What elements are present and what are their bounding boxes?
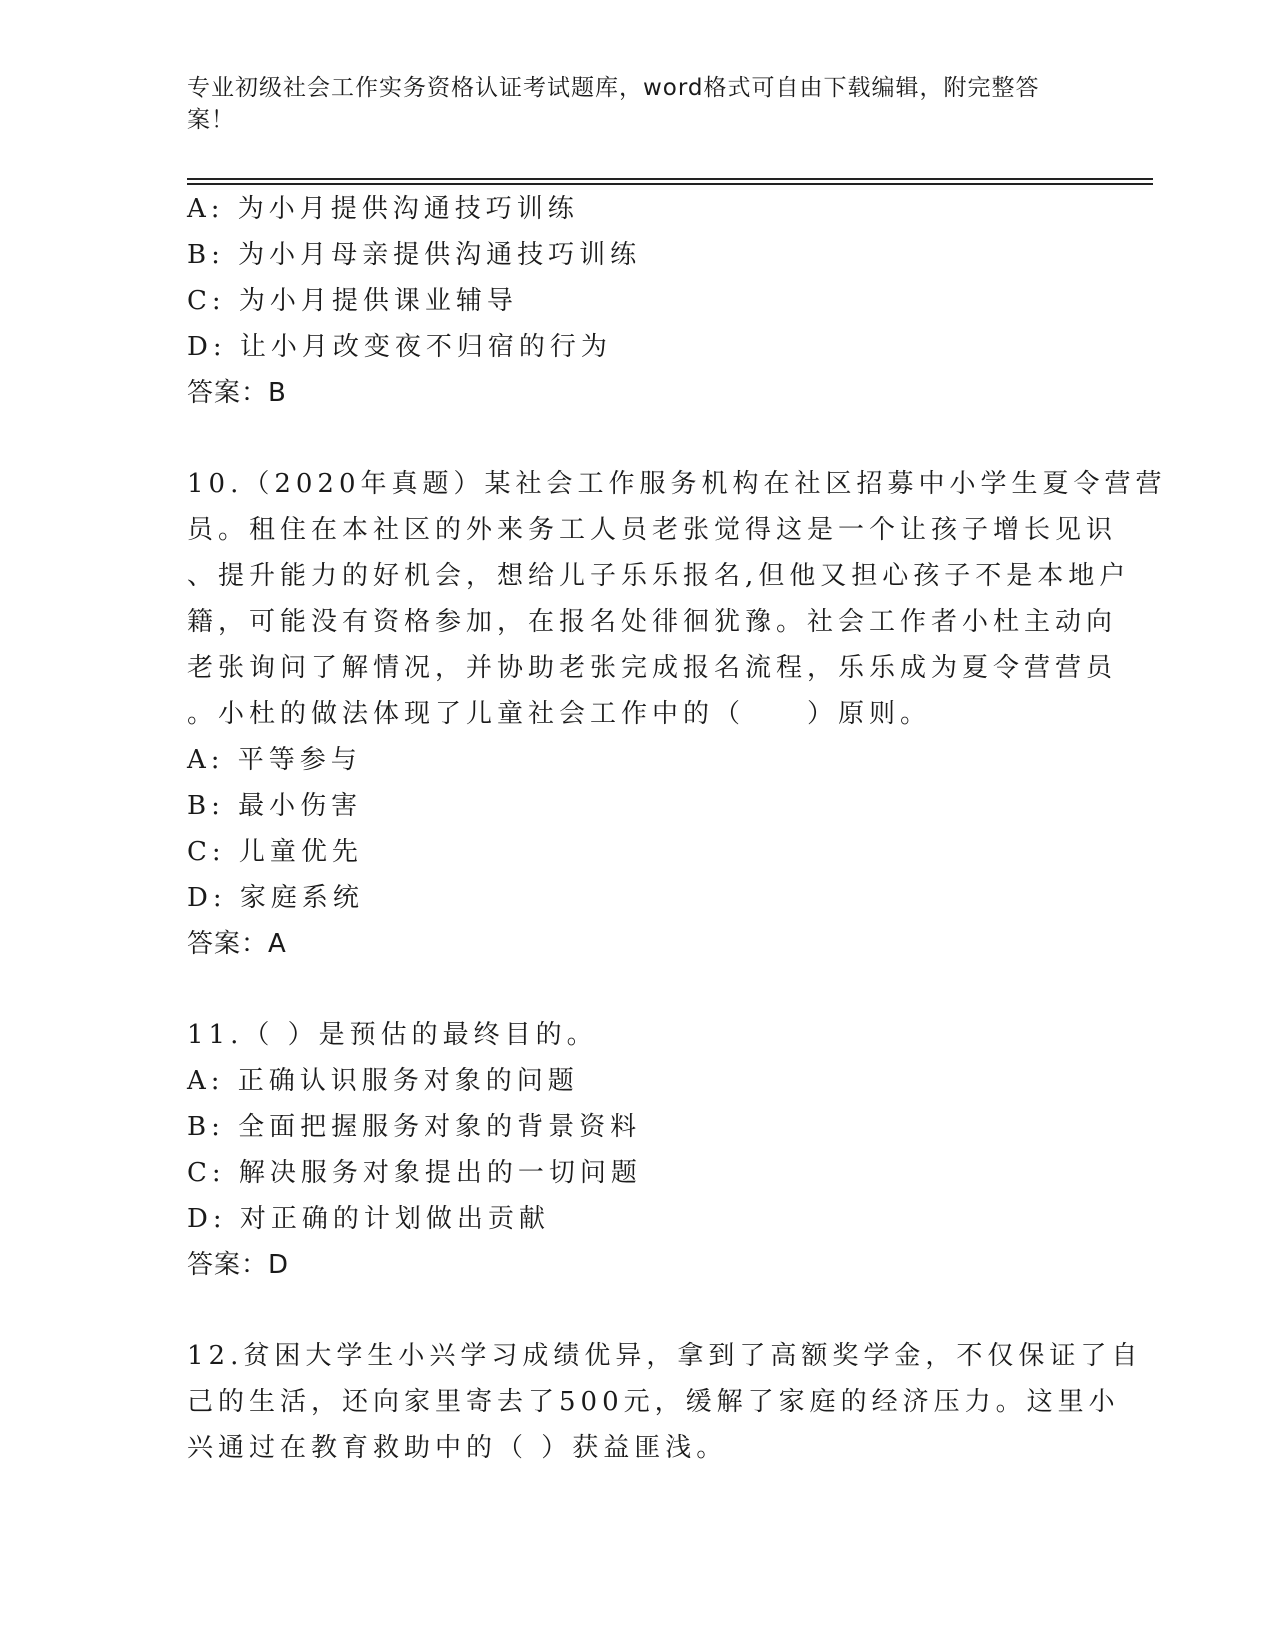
question-spacer [187, 416, 1087, 461]
question-9 [187, 186, 1087, 416]
option-b: B: 全面把握服务对象的背景资料 [187, 1112, 642, 1142]
question-stem-line: 籍，可能没有资格参加，在报名处徘徊犹豫。社会工作者小杜主动向 [187, 607, 1118, 637]
option-d: D: 让小月改变夜不归宿的行为 [187, 332, 612, 362]
option-c: C: 为小月提供课业辅导 [187, 286, 518, 316]
header-line-2: 案！ [187, 107, 235, 133]
question-stem-line: 、提升能力的好机会，想给儿子乐乐报名,但他又担心孩子不是本地户 [187, 561, 1131, 591]
document-header [187, 72, 1067, 136]
option-d: D: 家庭系统 [187, 883, 364, 913]
question-12 [187, 1333, 1143, 1471]
option-c: C: 解决服务对象提出的一切问题 [187, 1158, 642, 1188]
question-stem-line: 老张询问了解情况，并协助老张完成报名流程，乐乐成为夏令营营员 [187, 653, 1118, 683]
option-a: A: 为小月提供沟通技巧训练 [187, 194, 579, 224]
divider-line-bottom [187, 183, 1153, 185]
question-content [187, 186, 1167, 1471]
answer-line: 答案：A [187, 929, 287, 959]
question-stem-line: 。小杜的做法体现了儿童社会工作中的（ ）原则。 [187, 699, 932, 729]
question-stem-line: 己的生活，还向家里寄去了500元，缓解了家庭的经济压力。这里小 [187, 1387, 1120, 1417]
question-10 [187, 461, 1167, 967]
answer-line: 答案：D [187, 1250, 290, 1280]
question-11 [187, 1012, 1087, 1288]
header-divider [187, 178, 1153, 185]
header-line-1: 专业初级社会工作实务资格认证考试题库，word格式可自由下载编辑，附完整答 [187, 75, 1040, 101]
question-spacer [187, 967, 1087, 1012]
answer-line: 答案：B [187, 378, 287, 408]
question-stem-line: 10.（2020年真题）某社会工作服务机构在社区招募中小学生夏令营营 [187, 469, 1167, 499]
option-b: B: 为小月母亲提供沟通技巧训练 [187, 240, 642, 270]
option-c: C: 儿童优先 [187, 837, 363, 867]
option-a: A: 平等参与 [187, 745, 362, 775]
question-stem-line: 兴通过在教育救助中的（ ）获益匪浅。 [187, 1433, 728, 1463]
divider-line-top [187, 178, 1153, 180]
option-d: D: 对正确的计划做出贡献 [187, 1204, 550, 1234]
option-b: B: 最小伤害 [187, 791, 363, 821]
option-a: A: 正确认识服务对象的问题 [187, 1066, 579, 1096]
question-stem-line: 12.贫困大学生小兴学习成绩优异，拿到了高额奖学金，不仅保证了自 [187, 1341, 1143, 1371]
question-spacer [187, 1288, 1087, 1333]
question-stem-line: 11.（ ）是预估的最终目的。 [187, 1020, 598, 1050]
question-stem-line: 员。租住在本社区的外来务工人员老张觉得这是一个让孩子增长见识 [187, 515, 1118, 545]
